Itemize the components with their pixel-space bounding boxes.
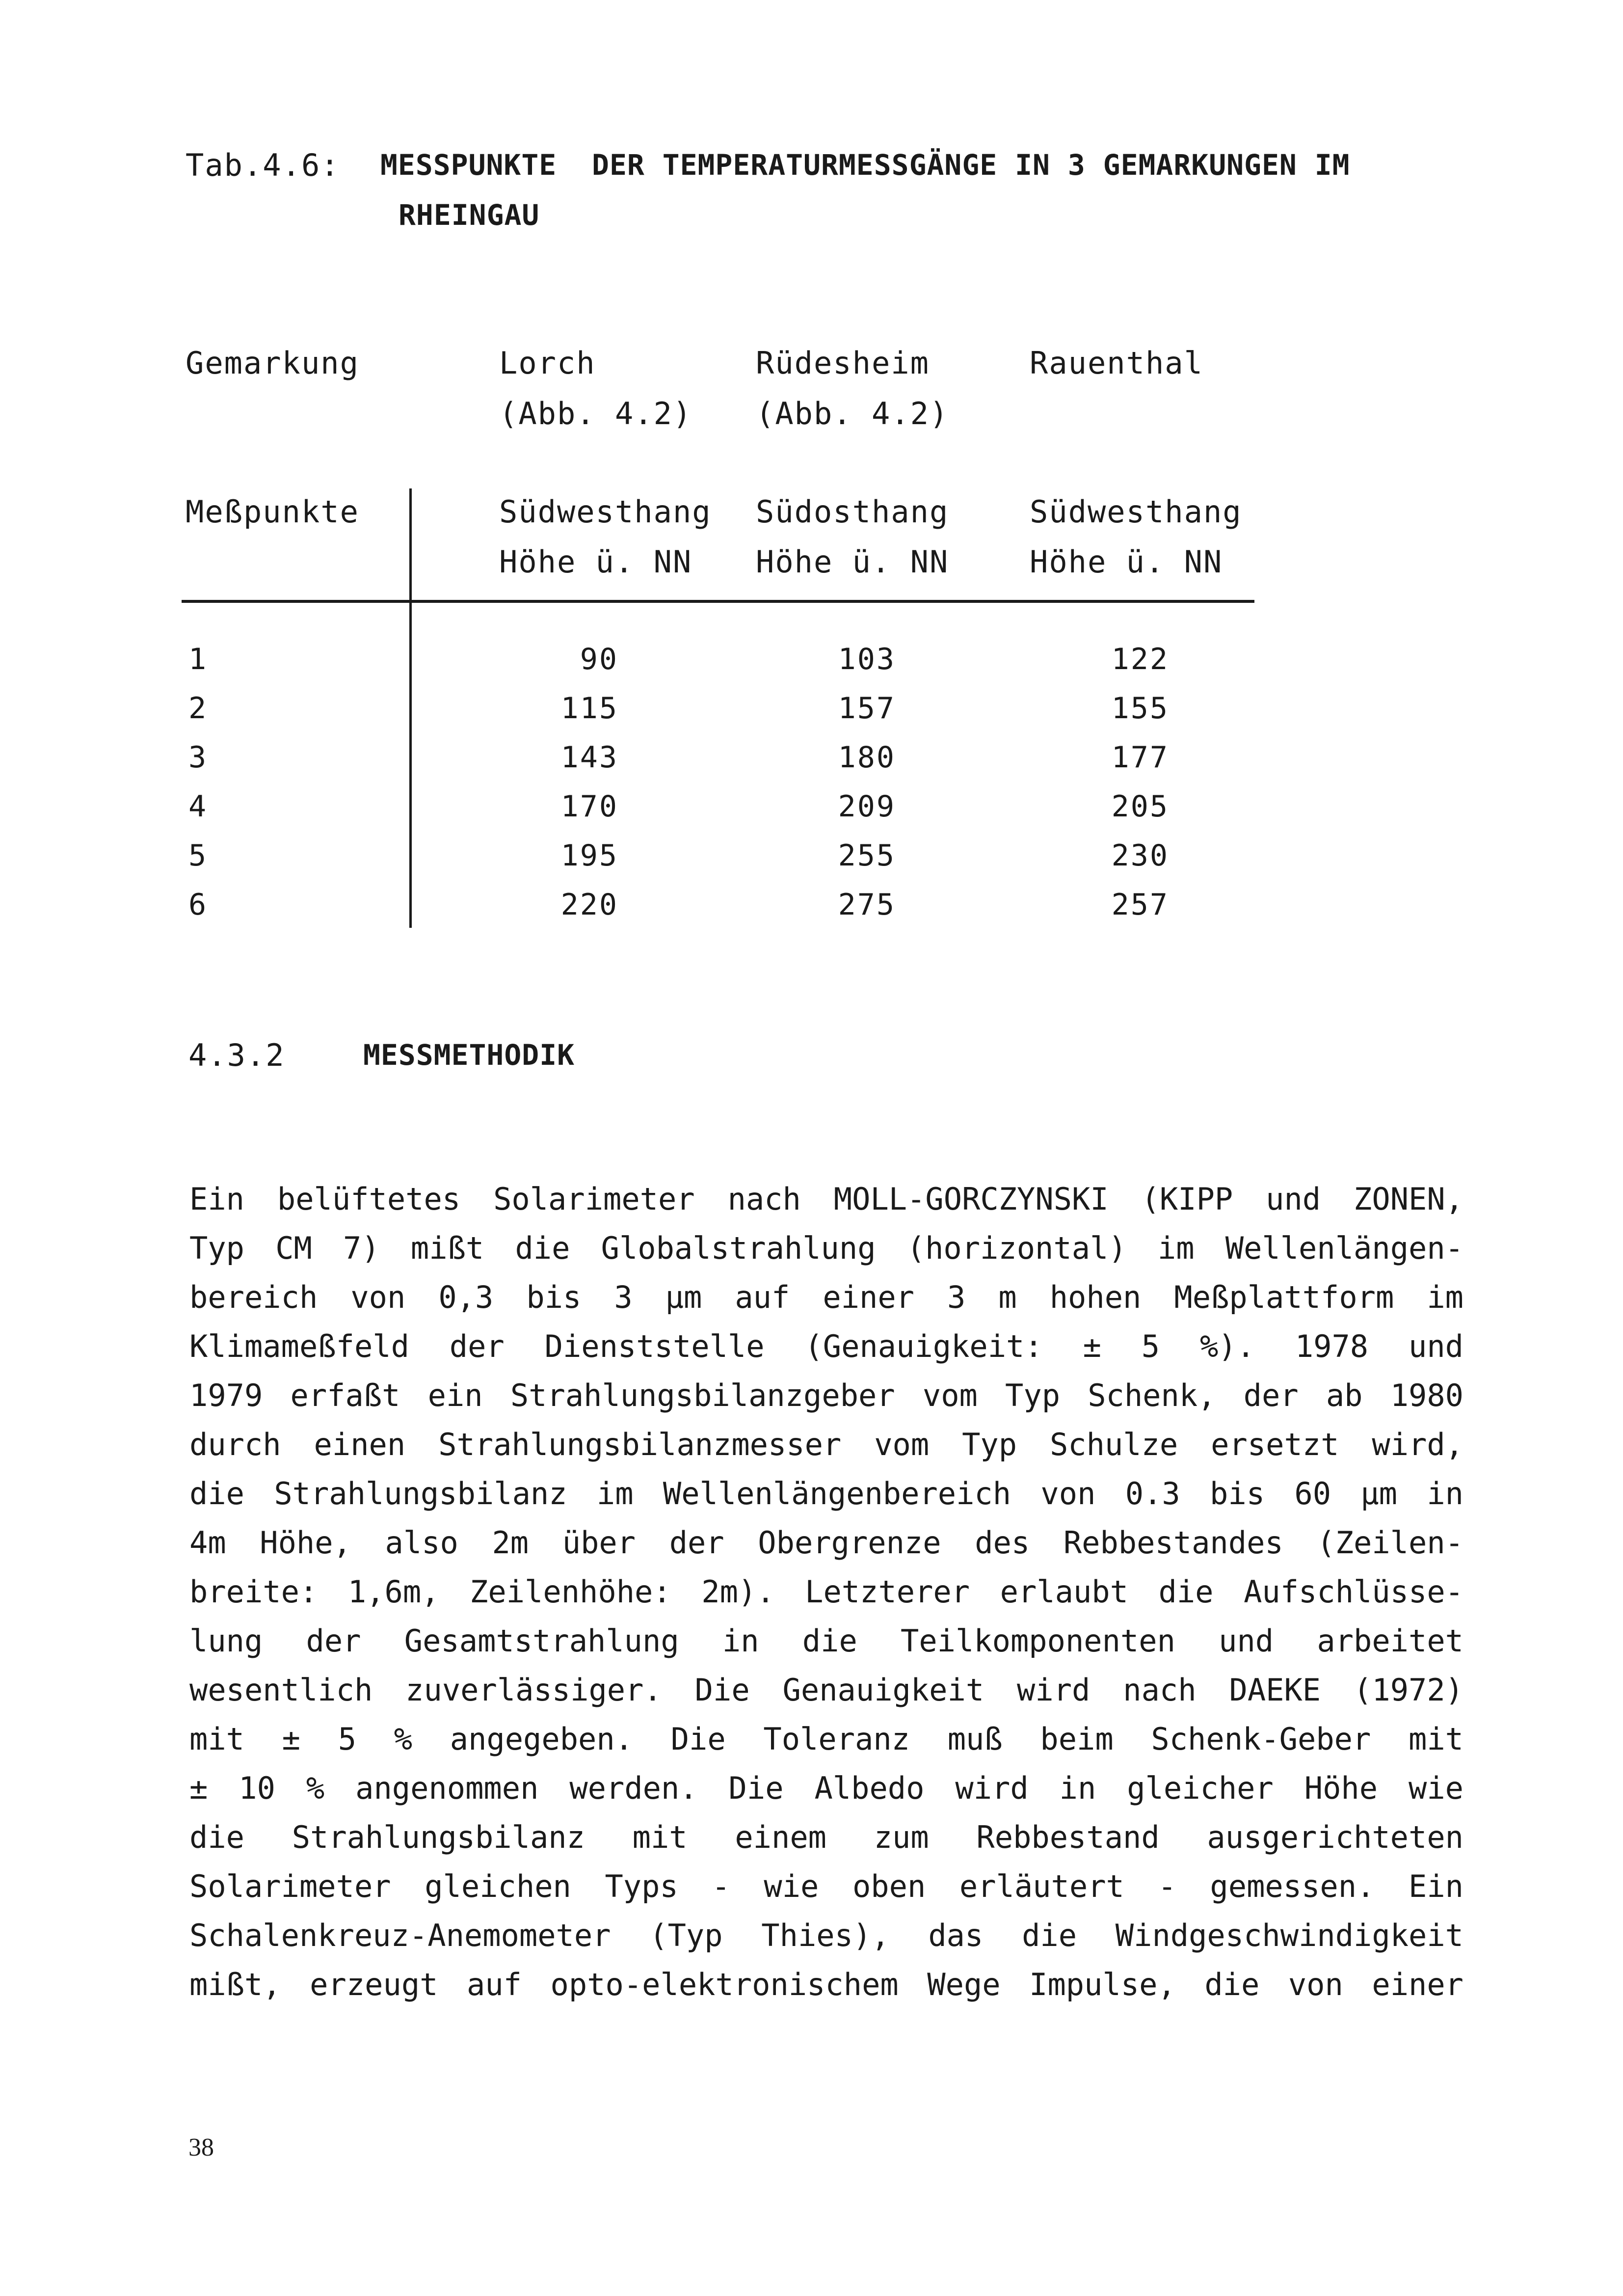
col-lorch-name: Lorch [499, 345, 596, 381]
row-point: 1 [188, 642, 207, 676]
cell-rauenthal: 230 [1111, 838, 1169, 873]
row-point: 2 [188, 691, 207, 726]
body-line: wesentlich zuverlässiger. Die Genauigkeit wird nach DAEKE (1972) [189, 1672, 1463, 1708]
body-line: Ein belüftetes Solarimeter nach MOLL-GORCZYNSKI (KIPP und ZONEN, [189, 1181, 1463, 1217]
cell-rauenthal: 205 [1111, 789, 1169, 824]
table-caption-title-line1: MESSPUNKTE DER TEMPERATURMESSGÄNGE IN 3 GEMARKUNGEN IM [380, 148, 1350, 182]
cell-lorch: 143 [560, 740, 618, 775]
body-line: 4m Höhe, also 2m über der Obergrenze des Rebbestandes (Zeilen- [189, 1525, 1463, 1561]
body-paragraph [189, 1175, 1463, 2009]
body-line: breite: 1,6m, Zeilenhöhe: 2m). Letzterer erlaubt die Aufschlüsse- [189, 1574, 1463, 1610]
table-header-rule [182, 600, 1254, 603]
col-ruedesheim-name: Rüdesheim [756, 345, 930, 381]
body-line: mit ± 5 % angegeben. Die Toleranz muß beim Schenk-Geber mit [189, 1721, 1463, 1757]
cell-ruedesheim: 255 [838, 838, 896, 873]
messpunkte-label: Meßpunkte [186, 494, 359, 530]
cell-rauenthal: 177 [1111, 740, 1169, 775]
col-ruedesheim-height: Höhe ü. NN [756, 544, 949, 580]
body-line: Klimameßfeld der Dienststelle (Genauigkeit: ± 5 %). 1978 und [189, 1328, 1463, 1364]
cell-rauenthal: 122 [1111, 642, 1169, 676]
cell-rauenthal: 155 [1111, 691, 1169, 726]
table-vertical-rule [409, 488, 412, 928]
body-line: Schalenkreuz-Anemometer (Typ Thies), das die Windgeschwindigkeit [189, 1918, 1463, 1953]
cell-ruedesheim: 103 [838, 642, 896, 676]
row-point: 5 [188, 838, 207, 873]
body-line: Solarimeter gleichen Typs - wie oben erläutert - gemessen. Ein [189, 1868, 1463, 1904]
col-lorch-height: Höhe ü. NN [499, 544, 692, 580]
cell-lorch: 195 [560, 838, 618, 873]
cell-ruedesheim: 157 [838, 691, 896, 726]
table-caption-title-line2: RHEINGAU [399, 198, 540, 232]
section-number: 4.3.2 [188, 1037, 285, 1073]
col-rauenthal-slope: Südwesthang [1030, 494, 1242, 530]
cell-ruedesheim: 209 [838, 789, 896, 824]
col-rauenthal-height: Höhe ü. NN [1030, 544, 1223, 580]
body-line: 1979 erfaßt ein Strahlungsbilanzgeber vom Typ Schenk, der ab 1980 [189, 1378, 1463, 1413]
body-line: lung der Gesamtstrahlung in die Teilkomponenten und arbeitet [189, 1623, 1463, 1659]
body-line: Typ CM 7) mißt die Globalstrahlung (horizontal) im Wellenlängen- [189, 1230, 1463, 1266]
cell-lorch: 90 [580, 642, 618, 676]
cell-ruedesheim: 180 [838, 740, 896, 775]
cell-lorch: 115 [560, 691, 618, 726]
table-caption-label: Tab.4.6: [186, 147, 340, 183]
body-line: die Strahlungsbilanz mit einem zum Rebbestand ausgerichteten [189, 1819, 1463, 1855]
col-lorch-ref: (Abb. 4.2) [499, 396, 692, 432]
cell-lorch: 220 [560, 888, 618, 922]
body-line: die Strahlungsbilanz im Wellenlängenbereich von 0.3 bis 60 µm in [189, 1476, 1463, 1512]
body-line: ± 10 % angenommen werden. Die Albedo wird in gleicher Höhe wie [189, 1770, 1463, 1806]
col-lorch-slope: Südwesthang [499, 494, 712, 530]
col-ruedesheim-ref: (Abb. 4.2) [756, 396, 949, 432]
section-title: MESSMETHODIK [363, 1038, 575, 1072]
body-line: durch einen Strahlungsbilanzmesser vom Typ Schulze ersetzt wird, [189, 1427, 1463, 1462]
body-line: bereich von 0,3 bis 3 µm auf einer 3 m hohen Meßplattform im [189, 1279, 1463, 1315]
row-point: 4 [188, 789, 207, 824]
gemarkung-label: Gemarkung [186, 345, 359, 381]
cell-lorch: 170 [560, 789, 618, 824]
cell-rauenthal: 257 [1111, 888, 1169, 922]
row-point: 6 [188, 888, 207, 922]
col-rauenthal-name: Rauenthal [1030, 345, 1203, 381]
body-line: mißt, erzeugt auf opto-elektronischem Wege Impulse, die von einer [189, 1967, 1463, 2002]
row-point: 3 [188, 740, 207, 775]
page-number: 38 [188, 2134, 214, 2161]
cell-ruedesheim: 275 [838, 888, 896, 922]
col-ruedesheim-slope: Südosthang [756, 494, 949, 530]
